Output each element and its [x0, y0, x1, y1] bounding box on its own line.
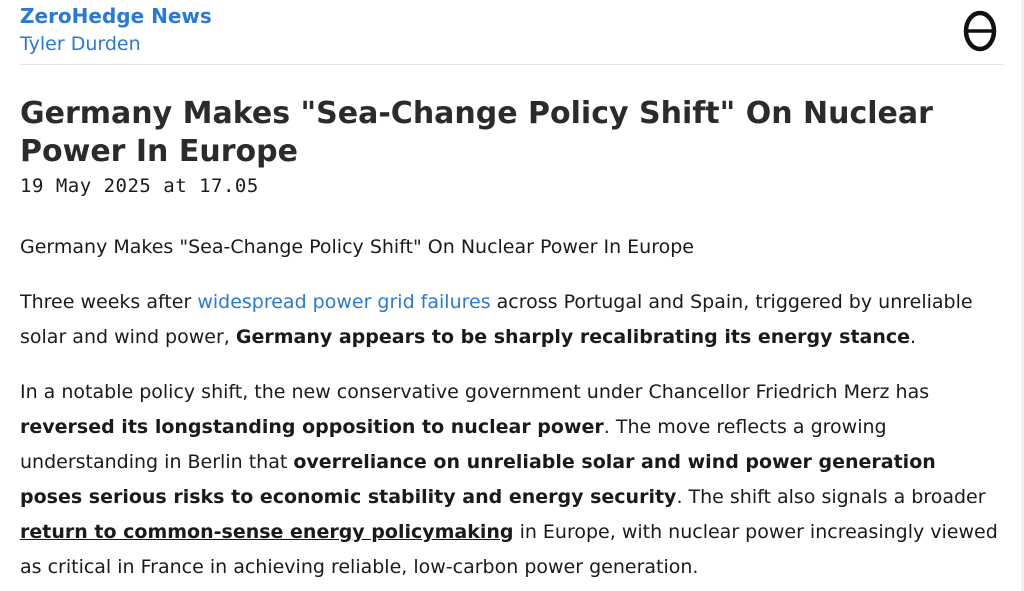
text-span: Three weeks after: [20, 291, 198, 313]
paragraph-1: [20, 285, 1004, 355]
text-span: .: [910, 326, 917, 348]
text-span: In a notable policy shift, the new conservative government under Chancellor Friedrich Merz has: [20, 381, 930, 403]
theta-logo-icon[interactable]: [962, 10, 998, 52]
text-span: . The move reflects a growing understanding in Berlin that: [20, 416, 887, 473]
energy-policymaking-link[interactable]: return to common-sense energy policymaking: [20, 521, 514, 543]
article-header: [20, 0, 1004, 65]
article-subtitle: Germany Makes "Sea-Change Policy Shift" On Nuclear Power In Europe: [20, 236, 694, 258]
article-body: [20, 230, 1004, 585]
grid-failures-link[interactable]: widespread power grid failures: [197, 291, 491, 313]
article-title: Germany Makes "Sea-Change Policy Shift" On Nuclear Power In Europe: [20, 96, 933, 169]
text-span: . The shift also signals a broader: [676, 486, 986, 508]
paragraph-2: [20, 375, 1004, 585]
feed-name-link[interactable]: ZeroHedge News: [20, 4, 212, 28]
article-date: 19 May 2025 at 17.05: [20, 175, 259, 197]
bold-text: Germany appears to be sharply recalibrating its energy stance: [235, 326, 911, 348]
author-link[interactable]: Tyler Durden: [20, 33, 141, 55]
text-span: across Portugal and Spain, triggered by unreliable solar and wind power,: [20, 291, 973, 348]
bold-text: overreliance on unreliable solar and wind power generation poses serious risks to economic stability and energy security: [20, 451, 936, 508]
bold-text: reversed its longstanding opposition to nuclear power: [20, 416, 604, 438]
text-span: in Europe, with nuclear power increasingly viewed as critical in France in achieving reliable, low-carbon power generation.: [20, 521, 998, 578]
